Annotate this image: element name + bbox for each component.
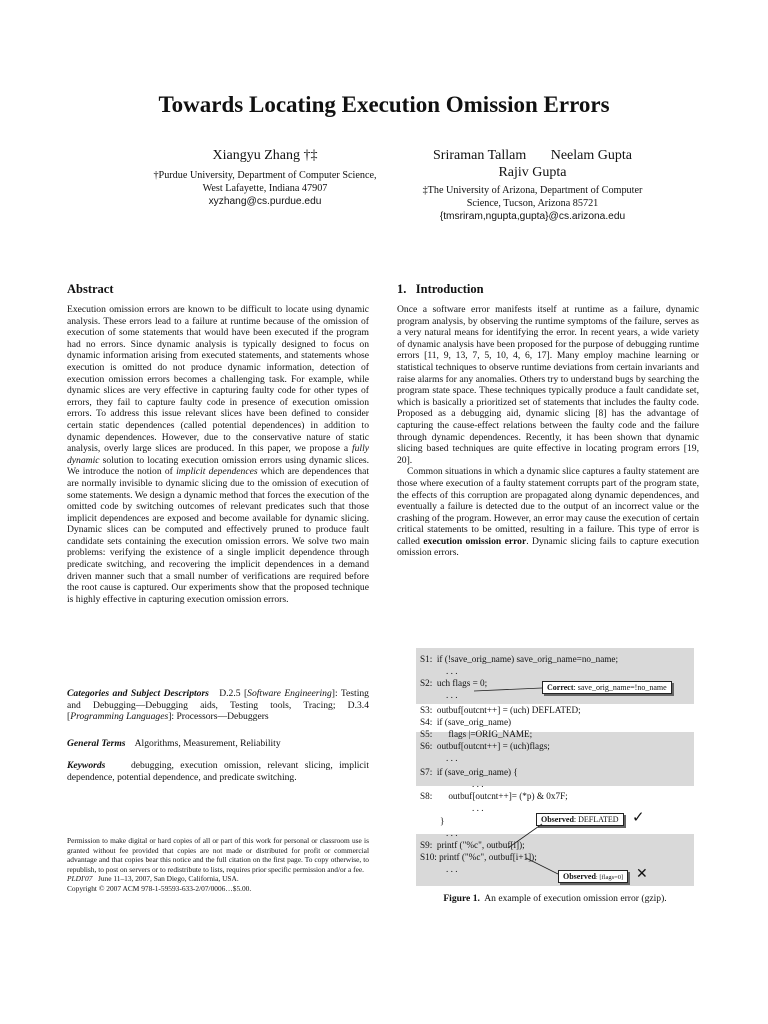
keywords-text: debugging, execution omission, relevant slicing, implicit dependence, potential dependence, and predicate switching.	[67, 760, 369, 783]
author-affiliation: West Lafayette, Indiana 47907	[202, 183, 328, 194]
author-email: {tmsriram,ngupta,gupta}@cs.arizona.edu	[439, 211, 626, 222]
author-name: Xiangyu Zhang †‡	[212, 148, 318, 163]
abstract-emphasis: fully dynamic	[67, 443, 369, 466]
callout-text: : DEFLATED	[573, 815, 619, 824]
abstract-body	[67, 304, 369, 605]
connector-line	[474, 688, 542, 691]
author-affiliation: †Purdue University, Department of Computer Science,	[153, 170, 377, 181]
venue-info: June 11–13, 2007, San Diego, California, USA.	[92, 874, 239, 884]
callout-connectors	[416, 648, 694, 890]
author-block-left	[115, 147, 415, 209]
categories-emphasis: Programming Languages	[70, 711, 169, 723]
code-line-s1: S1: if (!save_orig_name) save_orig_name=no_name;	[420, 654, 619, 664]
figure-caption	[416, 893, 694, 904]
code-line-s8: S8: outbuf[outcnt++]= (*p) & 0x7F;	[420, 791, 568, 801]
abstract-text-part: which are dependences that are normally invisible to dynamic slicing due to the omission of execution of some statements. We design a dynamic method that forces the execution of the omitted code by switching outcomes of relevant predicates such that those implicit dependences are exposed and become available for dynamic slicing. Dynamic slices can be computed and effectively pruned to produce fault candidate sets containing the execution omission errors. We solve two main problems: verifying the existence of a single implicit dependence through predicate switching, and recovering the implicit dependences in a demand driven manner such that a small number of verifications are required before the root cause is captured. Our experiments show that the proposed technique is highly effective in capturing execution omission errors.	[67, 466, 369, 605]
permission-text: Permission to make digital or hard copies of all or part of this work for personal or classroom use is granted without fee provided that copies are not made or distributed for profit or commercial advantage and that copies bear this notice and the full citation on the first page. To copy otherwise, to republish, to post on servers or to redistribute to lists, requires prior specific permission and/or a fee.	[67, 836, 369, 874]
callout-text: : save_orig_name=!no_name	[573, 683, 667, 692]
figure-1	[416, 648, 694, 890]
categories-text: D.2.5 [	[219, 688, 248, 699]
keywords-label: Keywords	[67, 760, 106, 771]
code-line-s2: S2: uch flags = 0;	[420, 678, 488, 688]
categories-text: ]: Processors—Debuggers	[168, 711, 269, 723]
categories-text: ]: Testing and Debugging—Debugging aids, Testing tools, Tracing; D.3.4 [	[67, 688, 369, 723]
callout-label: Observed	[541, 815, 574, 824]
abstract-heading: Abstract	[67, 282, 114, 296]
intro-text-part: Common situations in which a dynamic slice captures a faulty statement are those where execution of a faulty statement corrupts part of the program state, the effects of this corruption are propagated along dynamic dependences, and eventually a failure is detected due to the output of an incorrect value or the crashing of the program. However, an error may cause the execution of certain critical statements to be omitted, resulting in a failure. This type of error is called	[397, 466, 699, 547]
callout-label: Correct	[547, 683, 574, 692]
connector-line	[508, 824, 542, 848]
intro-bold-term: execution omission error	[423, 535, 527, 547]
code-line-s5: S5: flags |=ORIG_NAME;	[420, 729, 533, 739]
author-names: Rajiv Gupta	[498, 165, 567, 180]
abstract-emphasis: implicit dependences	[176, 466, 258, 478]
paper-title: Towards Locating Execution Omission Errors	[158, 92, 610, 117]
check-icon: ✓	[632, 810, 645, 826]
introduction-body	[397, 304, 699, 559]
copyright: Copyright © 2007 ACM 978-1-59593-633-2/07/0006…$5.00.	[67, 883, 252, 893]
code-line-s4: S4: if (save_orig_name)	[420, 717, 512, 727]
abstract-text-part: solution to locating execution omission errors using dynamic slices. We introduce the notion of	[67, 454, 369, 478]
code-line-s7: S7: if (save_orig_name) {	[420, 767, 518, 777]
general-terms-text: Algorithms, Measurement, Reliability	[134, 738, 281, 749]
code-ellipsis: . . .	[446, 864, 458, 874]
code-ellipsis: . . .	[472, 803, 484, 813]
general-terms-section	[67, 738, 369, 750]
venue-name: PLDI'07	[67, 874, 93, 884]
author-names: Sriraman Tallam Neelam Gupta	[433, 148, 632, 163]
caption-label: Figure 1.	[443, 893, 480, 904]
intro-paragraph-2	[397, 466, 699, 559]
categories-label: Categories and Subject Descriptors	[67, 688, 209, 699]
intro-text-part: . Dynamic slicing fails to capture execution omission errors.	[397, 535, 699, 559]
author-email: xyzhang@cs.purdue.edu	[208, 196, 322, 207]
author-affiliation: Science, Tucson, Arizona 85721	[466, 198, 599, 209]
callout-label: Observed	[563, 872, 596, 881]
general-terms-label: General Terms	[67, 738, 126, 749]
code-ellipsis: . . .	[446, 666, 458, 676]
author-affiliation: ‡The University of Arizona, Department of Computer	[422, 185, 643, 196]
abstract-text	[67, 304, 369, 605]
introduction-heading: 1. Introduction	[397, 282, 484, 296]
code-line-s9: S9: printf ("%c", outbuf[i]);	[420, 840, 525, 850]
permission-notice	[67, 836, 369, 894]
keywords-section	[67, 760, 369, 783]
connector-line	[526, 858, 558, 874]
caption-text: An example of execution omission error (gzip).	[479, 893, 667, 904]
code-line-s3: S3: outbuf[outcnt++] = (uch) DEFLATED;	[420, 705, 581, 715]
author-block-right	[380, 147, 685, 224]
abstract-text-part: Execution omission errors are known to be difficult to locate using dynamic analysis. These errors lead to a failure at runtime because of the omission of execution of some statements that would have been executed if the program had no errors. Since dynamic analysis is typically designed to focus on dynamic information arising from executed statements, and statements whose execution is omitted do not produce dynamic information, detection of execution omission errors becomes a challenging task. For example, while dynamic slices are very effective in capturing faulty code for other types of errors, they fail to capture faulty code in presence of execution omission errors. To address this issue relevant slices have been defined to consider certain static dependences (called potential dependences) in addition to dynamic dependences. However, due to the conservative nature of static analysis, overly large slices are produced. In this paper, we propose a	[67, 304, 369, 455]
code-close-brace: }	[440, 816, 445, 826]
code-ellipsis: . . .	[472, 779, 484, 789]
code-ellipsis: . . .	[446, 828, 458, 838]
code-ellipsis: . . .	[446, 690, 458, 700]
callout-text: : [flags=0]	[595, 874, 624, 881]
code-line-s10: S10: printf ("%c", outbuf[i+1]);	[420, 852, 537, 862]
cross-icon: ✕	[636, 867, 648, 882]
code-line-s6: S6: outbuf[outcnt++] = (uch)flags;	[420, 741, 550, 751]
observed-callout-2	[558, 870, 628, 883]
categories-section	[67, 688, 369, 723]
code-ellipsis: . . .	[446, 753, 458, 763]
categories-emphasis: Software Engineering	[247, 688, 332, 699]
intro-paragraph-1: Once a software error manifests itself at runtime as a failure, dynamic program analysis, by observing the runtime symptoms of the failure, serves as a very natural means for identifying the error. In recent years, a wide variety of dynamic analysis have been proposed for the purpose of debugging runtime errors [11, 9, 13, 7, 5, 10, 4, 6, 17]. Many employ machine learning or statistical techniques to observe runtime deviations from certain invariants and raise alarms for any anomalies. Others try to understand bugs by searching the program state space. These techniques typically produce a fault candidate set, which is basically a prioritized set of statements that includes the faulty code. Proposed as a debugging aid, dynamic slicing [8] has the advantage of capturing the cause-effect relations between the faulty code and the failure through dynamic dependences. Recently, it has been shown that dynamic slicing based techniques are quite effective in locating program errors [19, 20].	[397, 304, 699, 466]
